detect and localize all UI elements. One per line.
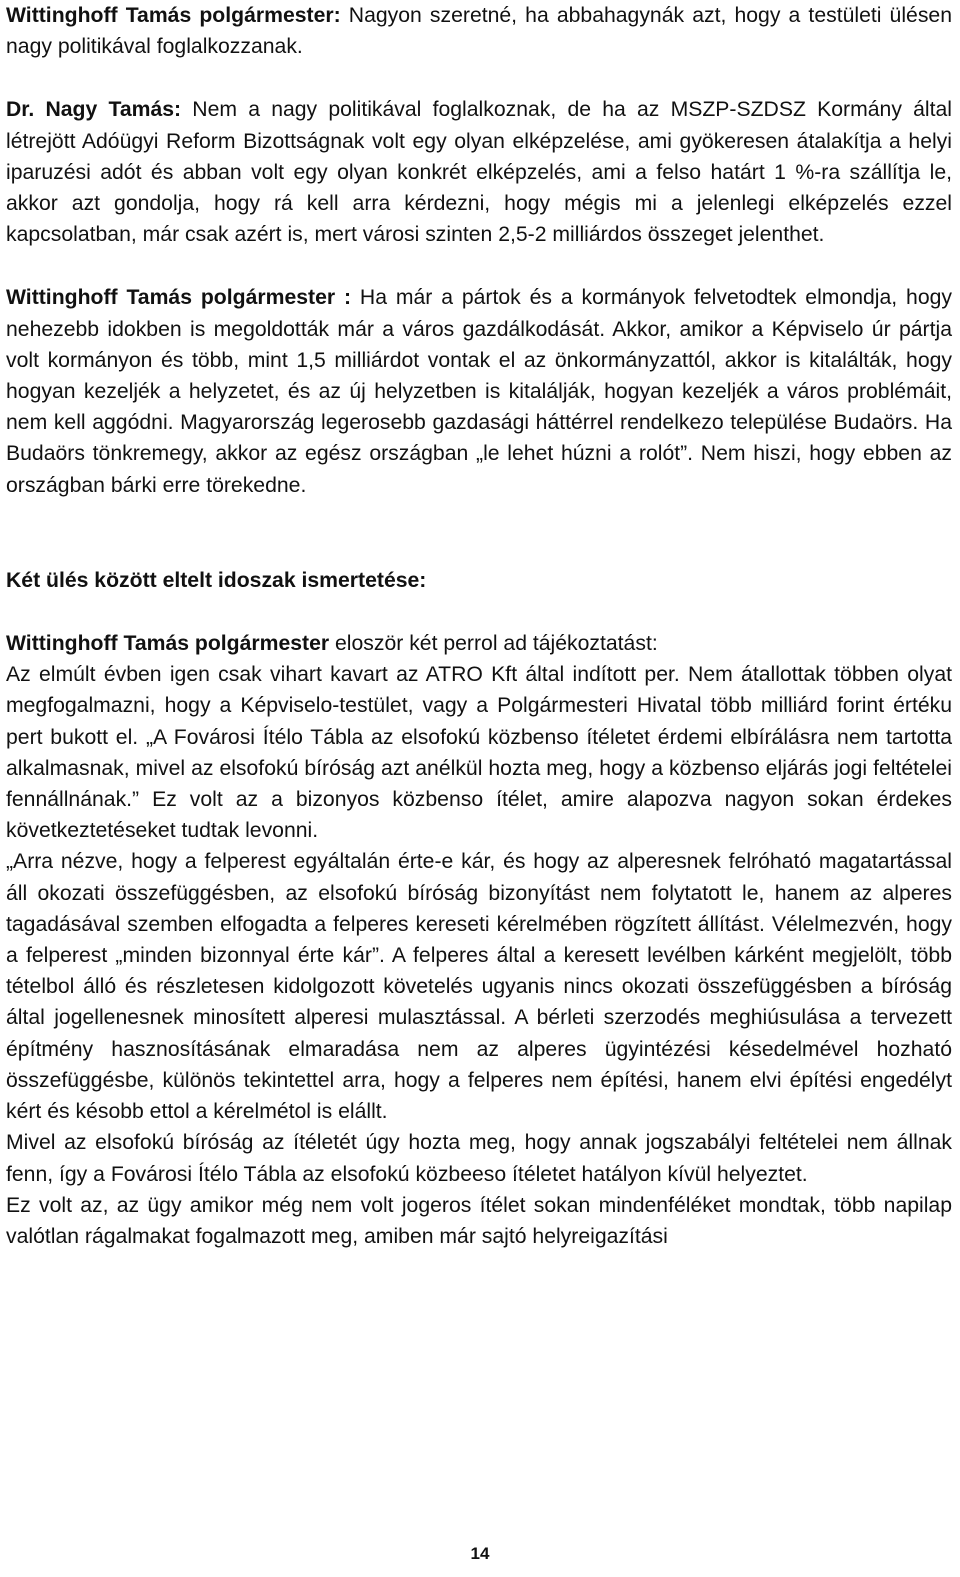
paragraph-nagy — [6, 94, 952, 250]
section-intro — [6, 628, 952, 659]
speaker-name: Wittinghoff Tamás polgármester: — [6, 4, 341, 27]
speaker-name: Wittinghoff Tamás polgármester : — [6, 286, 352, 310]
speaker-name: Wittinghoff Tamás polgármester — [6, 632, 330, 656]
speaker-name: Dr. Nagy Tamás: — [6, 98, 182, 122]
spacer — [6, 596, 952, 628]
section-heading: Két ülés között eltelt idoszak ismertetése: — [6, 568, 427, 592]
paragraph-text: Nagyon szeretné, ha abbahagynák azt, hogy a testületi ülésen nagy politikával foglalkozzanak. — [6, 4, 952, 59]
section-paragraph-4: Ez volt az, az ügy amikor még nem volt jogeros ítélet sokan mindenféléket mondtak, több napilap valótlan rágalmakat fogalmazott meg, amiben már sajtó helyreigazítási — [6, 1193, 952, 1248]
intro-text: eloször két perrol ad tájékoztatást: — [329, 632, 658, 656]
paragraph-text: Ha már a pártok és a kormányok felvetodtek elmondja, hogy nehezebb idokben is megoldották már a város gazdálkodását. Akkor, amikor a Képviselo úr pártja volt kormányon és több, mint 1,5 milliárdot vontak el az önkormányzattól, akkor is kitalálták, hogy hogyan kezeljék a helyzetet, és az új helyzetben is kitalálják, hogyan kezeljék a város problémáit, nem kell aggódni. Magyarország legerosebb gazdasági háttérrel rendelkezo települése Budaörs. Ha Budaörs tönkremegy, akkor az egész országban „le lehet húzni a rolót”. Nem hiszi, hogy ebben az országban bárki erre törekedne. — [6, 286, 952, 497]
spacer — [6, 62, 952, 94]
paragraph-mayor-1 — [6, 0, 952, 62]
document-page — [6, 0, 952, 1252]
spacer — [6, 501, 952, 565]
spacer — [6, 250, 952, 282]
section-paragraph-1: Az elmúlt évben igen csak vihart kavart az ATRO Kft által indított per. Nem átallottak többen olyat megfogalmazni, hogy a Képviselo-testület, vagy a Polgármesteri Hivatal több milliárd forint értéku pert bukott el. „A Fovárosi Ítélo Tábla az elsofokú közbenso ítéletet érdemi elbírálásra nem tartotta alkalmasnak, mivel az elsofokú bíróság azt anélkül hozta meg, hogy a közbenso eljárás jogi feltételei fennállnának.” Ez volt az a bizonyos közbenso ítélet, amire alapozva nagyon sokan érdekes következtetéseket tudtak levonni. — [6, 663, 952, 843]
paragraph-mayor-2 — [6, 282, 952, 500]
page-number: 14 — [470, 1544, 490, 1563]
paragraph-text: Nem a nagy politikával foglalkoznak, de ha az MSZP-SZDSZ Kormány által létrejött Adóügyi Reform Bizottságnak volt egy olyan elképzelése, ami gyökeresen átalakítja a helyi iparuzési adót és abban volt egy olyan konkrét elképzelés, ami a felso határt 1 %-ra szállítja le, akkor azt gondolja, hogy rá kell arra kérdezni, hogy mégis mi a jelenlegi elképzelés ezzel kapcsolatban, már csak azért is, mert városi szinten 2,5-2 milliárdos összeget jelenthet. — [6, 98, 952, 247]
section-paragraph-3: Mivel az elsofokú bíróság az ítéletét úgy hozta meg, hogy annak jogszabályi feltételei nem állnak fenn, így a Fovárosi Ítélo Tábla az elsofokú közbeeso ítéletet hatályon kívül helyeztet. — [6, 1131, 952, 1186]
section-paragraph-2: „Arra nézve, hogy a felperest egyáltalán érte-e kár, és hogy az alperesnek felróható magatartással áll okozati összefüggésben, az elsofokú bíróság bizonyítást nem folytatott le, hanem az alperes tagadásával szemben elfogadta a felperes kereseti kérelmében rögzített állítást. Vélelmezvén, hogy a felperest „minden bizonnyal érte kár”. A felperes által a keresett levélben kárként megjelölt, több tételbol álló és részletesen kidolgozott követelés ugyanis nincs okozati összefüggésben a bíróság által jogellenesnek minosített alperesi mulasztással. A bérleti szerzodés meghiúsulása a tervezett építmény hasznosításának elmaradása nem az alperes ügyintézési késedelmével hozható összefüggésbe, különös tekintettel arra, hogy a felperes nem építési, hanem elvi építési engedélyt kért és késobb ettol a kérelmétol is elállt. — [6, 850, 952, 1124]
